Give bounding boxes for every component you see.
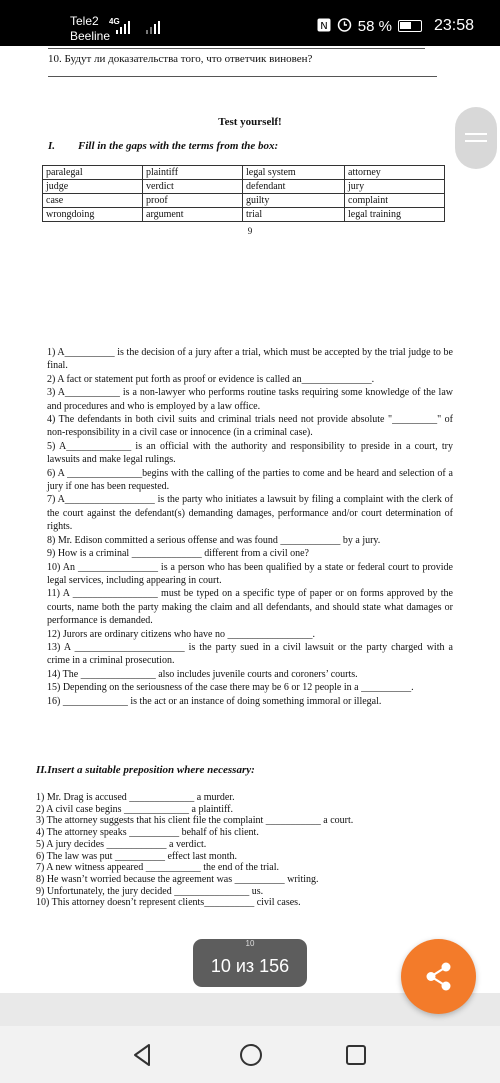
exercise-item: 15) Depending on the seriousness of the case there may be 6 or 12 people in a __________. bbox=[47, 682, 414, 694]
term-cell: judge bbox=[43, 180, 143, 194]
terms-row bbox=[43, 194, 445, 208]
exercise-item: 8) Mr. Edison committed a serious offense and was found ____________ by a jury. bbox=[47, 534, 381, 546]
preposition-item: 2) A civil case begins _____________ a plaintiff. bbox=[36, 803, 234, 815]
exercise-item: 11) A _________________ must be typed on a specific type of paper or on forms approved by the courts, name both the party making the claim and all defendants, and should state what damages or performance is demanded. bbox=[47, 588, 453, 627]
signal-icon bbox=[116, 20, 134, 37]
terms-row bbox=[43, 208, 445, 222]
terms-row bbox=[43, 166, 445, 180]
question-10-ru: 10. Будут ли доказательства того, что ответчик виновен? bbox=[48, 53, 313, 65]
page-counter-text: 10 из 156 bbox=[210, 956, 290, 976]
system-nav-bar bbox=[0, 1026, 500, 1083]
clock: 23:58 bbox=[433, 17, 474, 34]
exercise-item: 1) A__________ is the decision of a jury after a trial, which must be accepted by the trial judge to be final. bbox=[47, 347, 453, 372]
signal-icon-2 bbox=[146, 20, 164, 37]
term-cell: attorney bbox=[345, 166, 445, 180]
preposition-item: 5) A jury decides ____________ a verdict. bbox=[36, 838, 207, 850]
section-1-number: I. bbox=[48, 140, 56, 152]
handle-line bbox=[465, 133, 487, 135]
test-title: Test yourself! bbox=[218, 116, 282, 128]
back-icon bbox=[128, 1040, 158, 1070]
term-cell: argument bbox=[143, 208, 243, 222]
page-number: 9 bbox=[247, 226, 253, 236]
exercise-item: 7) A__________________ is the party who initiates a lawsuit by filing a complaint with the clerk of the court against the defendant(s) demanding damages, performance and/or court determination of rights. bbox=[47, 494, 453, 533]
exercise-item: 13) A ______________________ is the party sued in a civil lawsuit or the party charged with a crime in a criminal prosecution. bbox=[47, 641, 453, 667]
term-cell: plaintiff bbox=[143, 166, 243, 180]
nfc-icon bbox=[317, 18, 331, 35]
carrier-name-2: Beeline bbox=[70, 29, 111, 43]
exercise-item: 3) A___________ is a non-lawyer who performs routine tasks requiring some knowledge of the law and procedures and who is employed by a law office. bbox=[47, 387, 453, 412]
term-cell: guilty bbox=[243, 194, 345, 208]
share-button[interactable] bbox=[401, 939, 476, 1014]
exercise-item: 5) A_____________ is an official with the authority and responsibility to preside in a court, try lawsuits and make legal rulings. bbox=[47, 440, 453, 466]
term-cell: defendant bbox=[243, 180, 345, 194]
terms-row bbox=[43, 180, 445, 194]
page-number-small: 10 bbox=[245, 939, 255, 948]
preposition-item: 6) The law was put __________ effect last month. bbox=[36, 850, 237, 862]
preposition-item: 8) He wasn’t worried because the agreement was __________ writing. bbox=[36, 873, 319, 885]
network-type: 4G bbox=[109, 17, 120, 26]
preposition-item: 4) The attorney speaks __________ behalf of his client. bbox=[36, 827, 259, 839]
fill-gap-items bbox=[47, 346, 453, 708]
home-button[interactable] bbox=[236, 1040, 266, 1070]
preposition-item: 3) The attorney suggests that his client file the complaint ___________ a court. bbox=[36, 815, 354, 827]
share-icon bbox=[401, 939, 476, 1014]
preposition-item: 10) This attorney doesn’t represent clients__________ civil cases. bbox=[36, 897, 301, 909]
term-cell: jury bbox=[345, 180, 445, 194]
status-right bbox=[317, 17, 474, 35]
battery-percent: 58 % bbox=[357, 17, 392, 35]
battery-level bbox=[400, 22, 411, 29]
carrier-name-1: Tele2 bbox=[70, 14, 99, 28]
answer-line bbox=[48, 76, 437, 77]
alarm-icon bbox=[337, 17, 352, 35]
exercise-item: 6) A _______________begins with the calling of the parties to come and be heard and selection of a jury if one has been requested. bbox=[47, 467, 453, 493]
section-1-text: Fill in the gaps with the terms from the box: bbox=[78, 140, 279, 152]
back-button[interactable] bbox=[128, 1040, 158, 1070]
scroll-handle-icon[interactable] bbox=[455, 107, 497, 169]
term-cell: verdict bbox=[143, 180, 243, 194]
preposition-items bbox=[36, 792, 456, 909]
preposition-item: 1) Mr. Drag is accused _____________ a murder. bbox=[36, 792, 235, 803]
exercise-item: 4) The defendants in both civil suits and criminal trials need not provide absolute "_________" of non-responsibility in a civil case or innocence (in a criminal case). bbox=[47, 414, 453, 439]
term-cell: paralegal bbox=[43, 166, 143, 180]
term-cell: trial bbox=[243, 208, 345, 222]
recents-icon bbox=[341, 1040, 371, 1070]
exercise-item: 2) A fact or statement put forth as proof or evidence is called an______________. bbox=[47, 373, 375, 385]
page-counter bbox=[193, 939, 307, 987]
term-cell: wrongdoing bbox=[43, 208, 143, 222]
exercise-item: 9) How is a criminal ______________ different from a civil one? bbox=[47, 548, 309, 560]
exercise-item: 14) The _______________ also includes juvenile courts and coroners’ courts. bbox=[47, 668, 358, 680]
terms-box bbox=[42, 165, 445, 222]
document-page-10 bbox=[0, 282, 500, 993]
svg-text:N: N bbox=[320, 20, 328, 32]
status-bar bbox=[0, 0, 500, 46]
preposition-item: 9) Unfortunately, the jury decided _______________ us. bbox=[36, 885, 264, 897]
handle-line bbox=[465, 140, 487, 142]
term-cell: legal training bbox=[345, 208, 445, 222]
document-page-9 bbox=[0, 46, 500, 282]
section-2-heading: II.Insert a suitable preposition where necessary: bbox=[36, 764, 255, 776]
term-cell: proof bbox=[143, 194, 243, 208]
rule-line bbox=[48, 48, 425, 49]
exercise-item: 10) An ________________ is a person who has been qualified by a state or federal court to provide legal services, including appearing in court. bbox=[47, 561, 453, 586]
recents-button[interactable] bbox=[341, 1040, 371, 1070]
section-1-heading bbox=[48, 140, 278, 152]
term-cell: complaint bbox=[345, 194, 445, 208]
home-icon bbox=[236, 1040, 266, 1070]
term-cell: legal system bbox=[243, 166, 345, 180]
exercise-item: 12) Jurors are ordinary citizens who have no _________________. bbox=[47, 628, 315, 640]
exercise-item: 16) _____________ is the act or an instance of doing something immoral or illegal. bbox=[47, 695, 382, 707]
preposition-item: 7) A new witness appeared ___________ the end of the trial. bbox=[36, 862, 279, 874]
term-cell: case bbox=[43, 194, 143, 208]
battery-icon bbox=[398, 20, 422, 32]
